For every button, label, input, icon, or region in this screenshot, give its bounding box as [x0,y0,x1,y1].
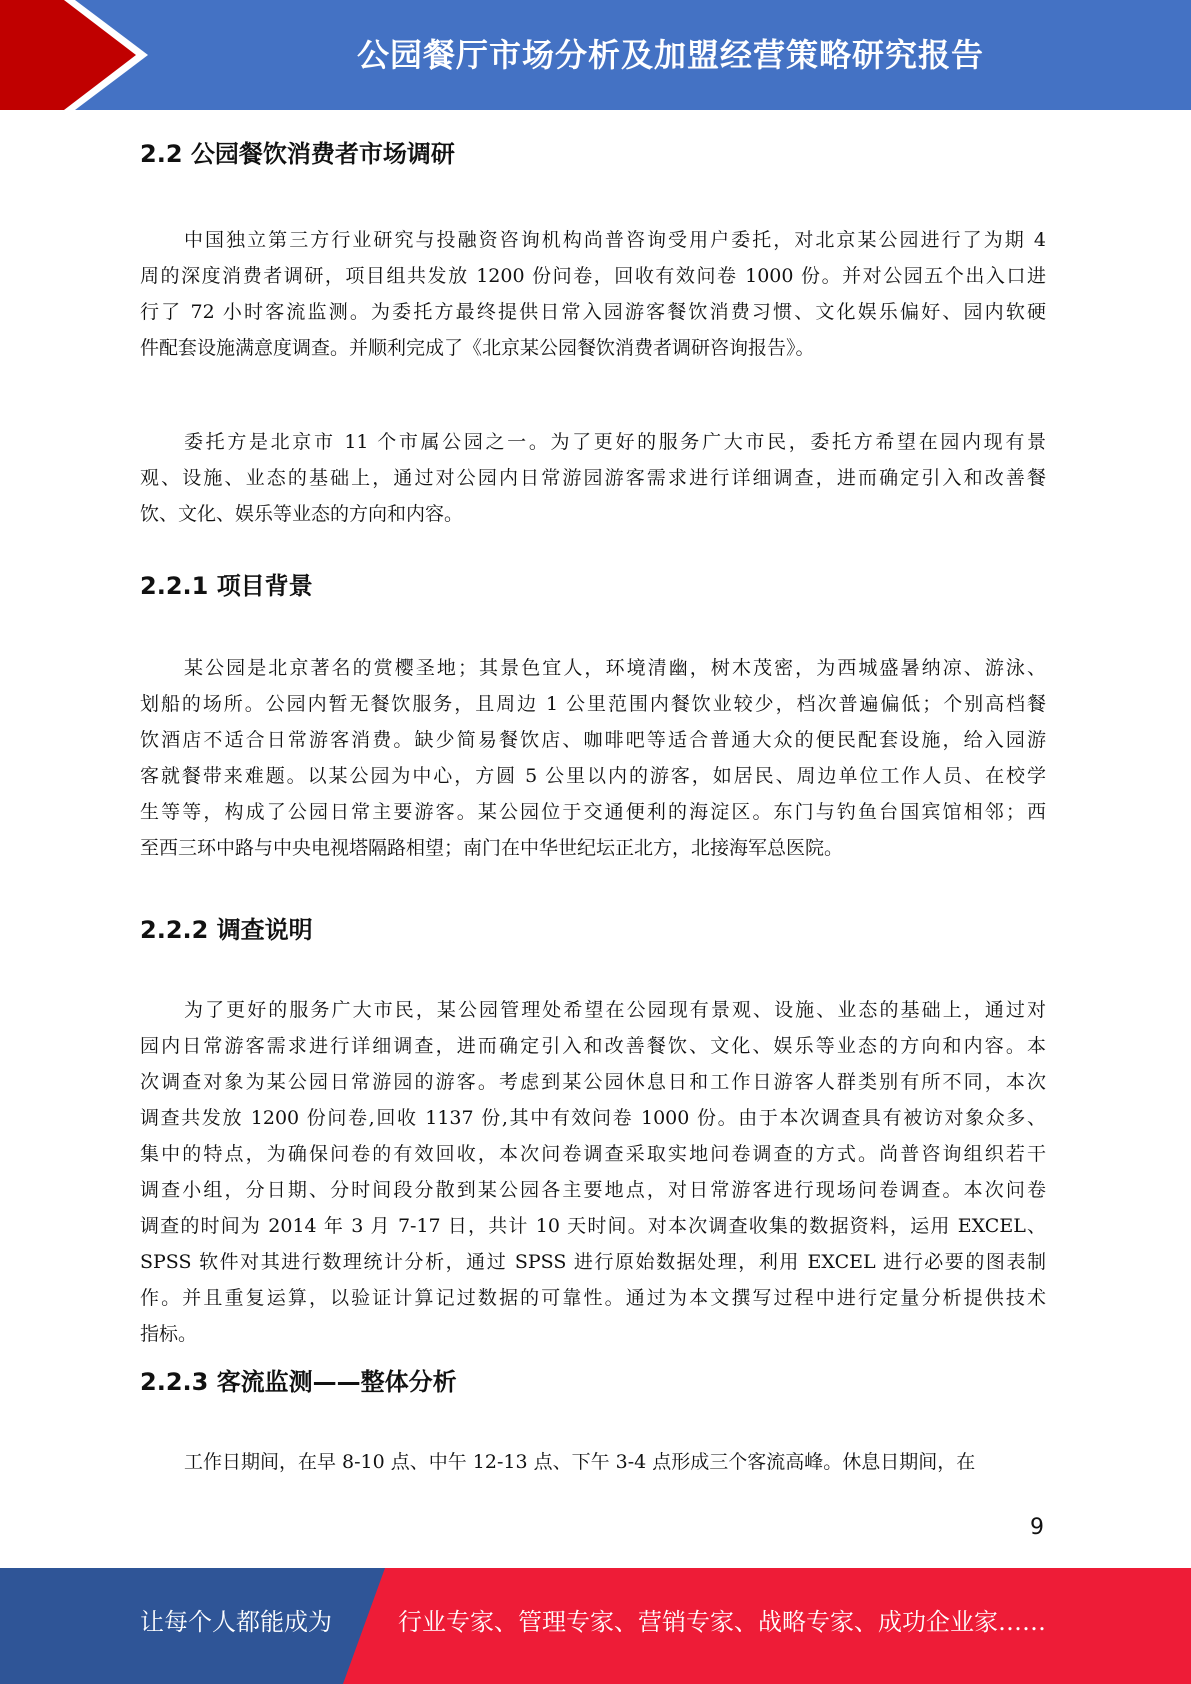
page-number: 9 [1030,1515,1044,1540]
paragraph-line: 某公园是北京著名的赏樱圣地；其景色宜人，环境清幽，树木茂密，为西城盛暑纳凉、游泳、 [184,657,1046,679]
paragraph-line: 划船的场所。公园内暂无餐饮服务，且周边 1 公里范围内餐饮业较少，档次普遍偏低；个别高档餐 [140,693,1046,715]
paragraph-line: 调查的时间为 2014 年 3 月 7-17 日，共计 10 天时间。对本次调查收集的数据资料，运用 EXCEL、 [140,1215,1046,1237]
paragraph-line: 行了 72 小时客流监测。为委托方最终提供日常入园游客餐饮消费习惯、文化娱乐偏好、园内软硬 [140,301,1046,323]
paragraph-line: 观、设施、业态的基础上，通过对公园内日常游园游客需求进行详细调查，进而确定引入和改善餐 [140,467,1046,489]
paragraph [140,650,1046,866]
footer-slogan-right: 行业专家、管理专家、营销专家、战略专家、成功企业家…… [398,1608,1046,1636]
paragraph-line: 园内日常游客需求进行详细调查，进而确定引入和改善餐饮、文化、娱乐等业态的方向和内容。本 [140,1035,1046,1057]
paragraph-line: 客就餐带来难题。以某公园为中心，方圆 5 公里以内的游客，如居民、周边单位工作人员、在校学 [140,765,1046,787]
paragraph [140,992,1046,1352]
paragraph-line: 为了更好的服务广大市民，某公园管理处希望在公园现有景观、设施、业态的基础上，通过对 [184,999,1046,1021]
section-heading: 2.2.1 项目背景 [140,572,313,600]
paragraph-line: 至西三环中路与中央电视塔隔路相望；南门在中华世纪坛正北方，北接海军总医院。 [140,837,844,859]
paragraph [140,1444,1046,1480]
paragraph-line: 工作日期间，在早 8-10 点、中午 12-13 点、下午 3-4 点形成三个客流高峰。休息日期间，在 [184,1451,976,1473]
paragraph [140,424,1046,532]
report-title: 公园餐厅市场分析及加盟经营策略研究报告 [356,36,984,74]
section-heading: 2.2.3 客流监测——整体分析 [140,1368,457,1396]
paragraph-line: 饮、文化、娱乐等业态的方向和内容。 [140,503,464,525]
paragraph-line: 指标。 [140,1323,198,1345]
arrow-decoration-icon [0,0,160,110]
paragraph-line: 周的深度消费者调研，项目组共发放 1200 份问卷，回收有效问卷 1000 份。并对公园五个出入口进 [140,265,1046,287]
section-heading: 2.2 公园餐饮消费者市场调研 [140,140,455,168]
paragraph-line: 委托方是北京市 11 个市属公园之一。为了更好的服务广大市民，委托方希望在园内现有景 [184,431,1046,453]
paragraph-line: 调查小组，分日期、分时间段分散到某公园各主要地点，对日常游客进行现场问卷调查。本次问卷 [140,1179,1046,1201]
paragraph-line: 生等等，构成了公园日常主要游客。某公园位于交通便利的海淀区。东门与钓鱼台国宾馆相邻；西 [140,801,1046,823]
paragraph-line: 次调查对象为某公园日常游园的游客。考虑到某公园休息日和工作日游客人群类别有所不同，本次 [140,1071,1046,1093]
paragraph-line: 集中的特点，为确保问卷的有效回收，本次问卷调查采取实地问卷调查的方式。尚普咨询组织若干 [140,1143,1046,1165]
paragraph-line: 饮酒店不适合日常游客消费。缺少简易餐饮店、咖啡吧等适合普通大众的便民配套设施，给入园游 [140,729,1046,751]
paragraph-line: 件配套设施满意度调查。并顺利完成了《北京某公园餐饮消费者调研咨询报告》。 [140,337,815,359]
paragraph-line: 作。并且重复运算，以验证计算记过数据的可靠性。通过为本文撰写过程中进行定量分析提供技术 [140,1287,1046,1309]
paragraph-line: SPSS 软件对其进行数理统计分析，通过 SPSS 进行原始数据处理，利用 EXCEL 进行必要的图表制 [140,1251,1046,1273]
paragraph-line: 调查共发放 1200 份问卷,回收 1137 份,其中有效问卷 1000 份。由于本次调查具有被访对象众多、 [140,1107,1046,1129]
paragraph [140,222,1046,366]
paragraph-line: 中国独立第三方行业研究与投融资咨询机构尚普咨询受用户委托，对北京某公园进行了为期 4 [184,229,1046,251]
footer-slogan-left: 让每个人都能成为 [140,1608,332,1636]
section-heading: 2.2.2 调查说明 [140,916,313,944]
page-header [0,0,1191,110]
